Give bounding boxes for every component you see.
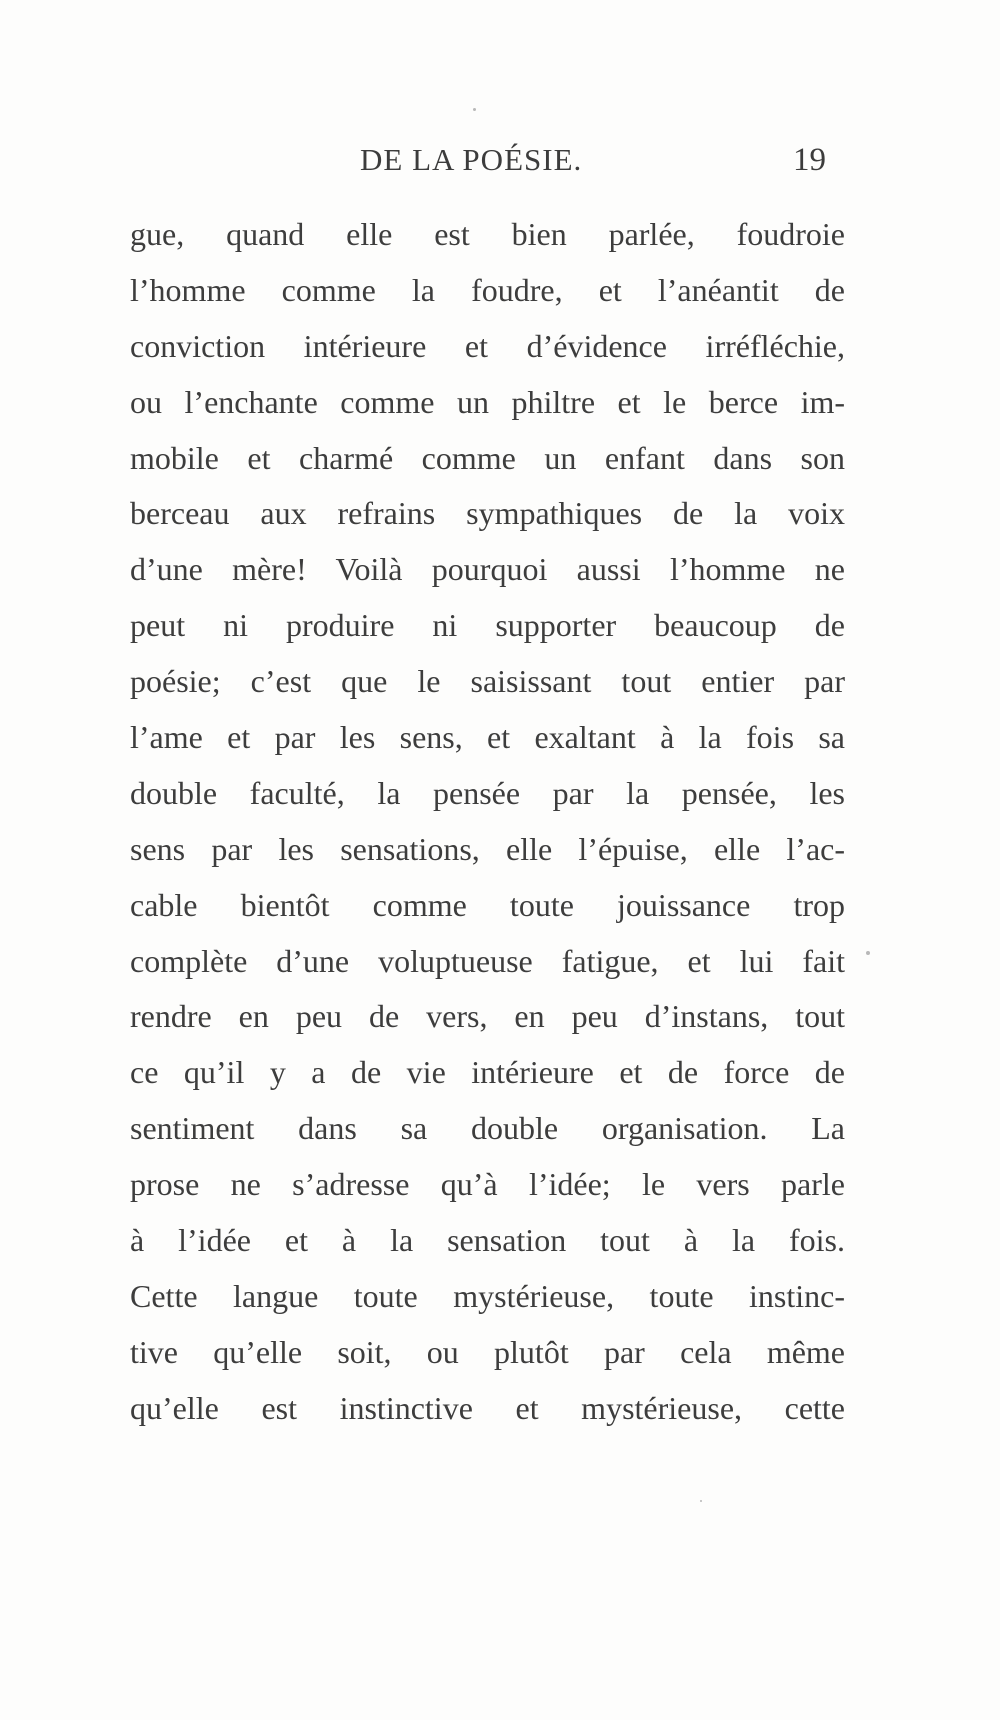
text-line: conviction intérieure et d’évidence irréfléchie, [130, 327, 845, 364]
text-line: tive qu’elle soit, ou plutôt par cela même [130, 1333, 845, 1370]
text-line: ou l’enchante comme un philtre et le berce im- [130, 383, 845, 420]
text-line: poésie; c’est que le saisissant tout entier par [130, 663, 845, 700]
text-line: gue, quand elle est bien parlée, foudroie [130, 216, 845, 252]
paper-speck [473, 108, 476, 111]
text-line: rendre en peu de vers, en peu d’instans, tout [130, 998, 845, 1035]
text-line: d’une mère! Voilà pourquoi aussi l’homme ne [130, 551, 845, 588]
paper-speck [700, 1500, 702, 1502]
text-line: peut ni produire ni supporter beaucoup de [130, 607, 845, 644]
page-number: 19 [793, 142, 826, 178]
text-line: à l’idée et à la sensation tout à la fois. [130, 1222, 845, 1259]
text-line: ce qu’il y a de vie intérieure et de force de [130, 1054, 845, 1091]
text-line: prose ne s’adresse qu’à l’idée; le vers parle [130, 1166, 845, 1203]
text-line: complète d’une voluptueuse fatigue, et lui fait [130, 942, 845, 979]
text-line: mobile et charmé comme un enfant dans son [130, 439, 845, 476]
text-line: sens par les sensations, elle l’épuise, elle l’ac- [130, 830, 845, 867]
paper-speck [866, 951, 870, 955]
text-line: double faculté, la pensée par la pensée, les [130, 774, 845, 811]
text-line: cable bientôt comme toute jouissance trop [130, 886, 845, 923]
running-title: DE LA POÉSIE. [360, 142, 583, 177]
text-line: Cette langue toute mystérieuse, toute instinc- [130, 1277, 845, 1314]
text-line: qu’elle est instinctive et mystérieuse, cette [130, 1389, 845, 1426]
text-line: l’homme comme la foudre, et l’anéantit de [130, 271, 845, 308]
body-text [130, 207, 845, 1437]
text-line: l’ame et par les sens, et exaltant à la fois sa [130, 719, 845, 756]
text-line: berceau aux refrains sympathiques de la voix [130, 495, 845, 532]
text-line: sentiment dans sa double organisation. La [130, 1110, 845, 1147]
